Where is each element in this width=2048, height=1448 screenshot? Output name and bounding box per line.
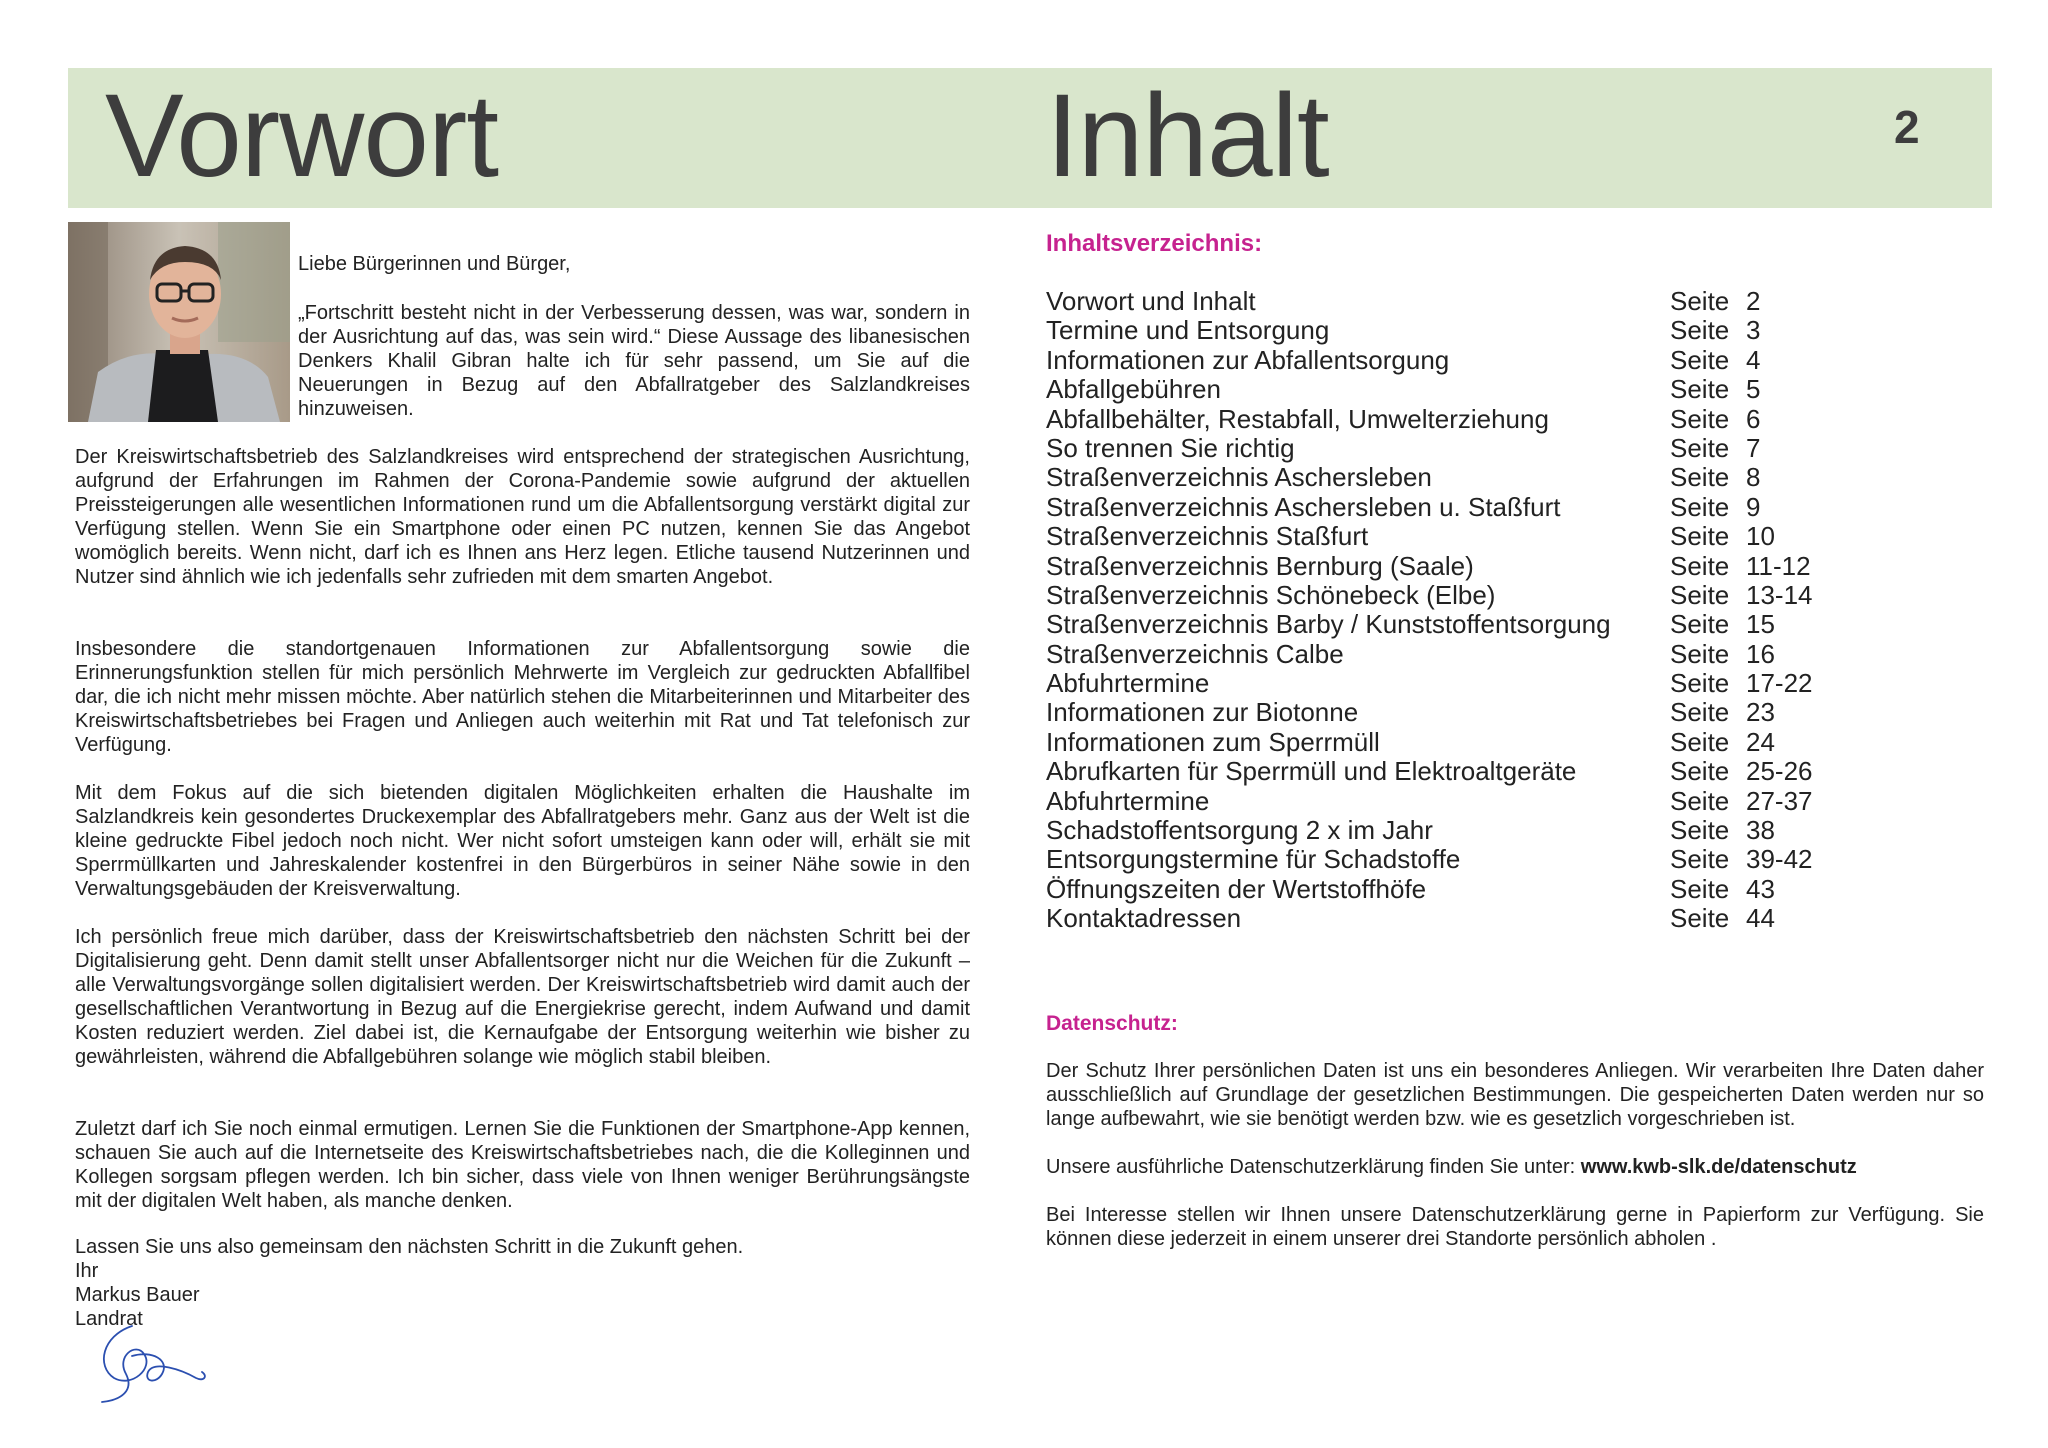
toc-page-number: 8	[1746, 462, 1761, 493]
toc-page-number: 23	[1746, 697, 1775, 728]
toc-entry	[1046, 404, 1846, 433]
toc-entry-title: Straßenverzeichnis Aschersleben	[1046, 462, 1432, 493]
toc-entry	[1046, 609, 1846, 638]
toc-entry-title: So trennen Sie richtig	[1046, 432, 1295, 463]
toc-page-number: 27-37	[1746, 785, 1813, 816]
author-role: Landrat	[75, 1308, 143, 1330]
page-title-inhalt: Inhalt	[1046, 70, 1329, 202]
toc-seite-label: Seite	[1670, 403, 1730, 434]
foreword-paragraph: Zuletzt darf ich Sie noch einmal ermutigen. Lernen Sie die Funktionen der Smartphone-App kennen, schauen Sie auch auf die Internetseite des Kreiswirtschaftsbetriebes nach, die die Kolleginnen und Kollegen sorgsam pflegen werden. Ich bin sicher, dass viele von Ihnen weniger Berührungsängste mit der digitalen Welt haben, als manche denken.	[75, 1118, 970, 1212]
toc-entry-title: Abrufkarten für Sperrmüll und Elektroaltgeräte	[1046, 756, 1577, 787]
toc-page-number: 7	[1746, 432, 1761, 463]
toc-entry	[1046, 433, 1846, 462]
toc-entry	[1046, 374, 1846, 403]
toc-page-number: 38	[1746, 815, 1775, 846]
toc-page-number: 5	[1746, 374, 1761, 405]
toc-page-number: 9	[1746, 491, 1761, 522]
handwritten-signature	[92, 1316, 212, 1406]
toc-page-number: 25-26	[1746, 756, 1813, 787]
toc-page-number: 3	[1746, 315, 1761, 346]
toc-seite-label: Seite	[1670, 286, 1730, 316]
toc-heading: Inhaltsverzeichnis:	[1046, 230, 1263, 257]
datenschutz-heading: Datenschutz:	[1046, 1012, 1178, 1035]
toc-seite-label: Seite	[1670, 785, 1730, 816]
toc-entry	[1046, 786, 1846, 815]
toc-entry-title: Straßenverzeichnis Aschersleben u. Staßfurt	[1046, 491, 1561, 522]
toc-page-number: 43	[1746, 873, 1775, 904]
datenschutz-link-intro: Unsere ausführliche Datenschutzerklärung finden Sie unter:	[1046, 1156, 1576, 1178]
datenschutz-link[interactable]: www.kwb-slk.de/datenschutz	[1580, 1156, 1857, 1178]
page-title-vorwort: Vorwort	[105, 70, 499, 202]
toc-entry-title: Abfuhrtermine	[1046, 668, 1210, 699]
datenschutz-link-line	[1046, 1155, 1857, 1179]
foreword-quote: „Fortschritt besteht nicht in der Verbesserung dessen, was war, sondern in der Ausrichtung auf das, was sein wird.“ Diese Aussage des libanesischen Denkers Khalil Gibran halte ich für sehr passend, um Sie auf die Neuerungen in Bezug auf den Abfallratgeber des Salzlandkreises hinzuweisen.	[298, 302, 970, 420]
toc-seite-label: Seite	[1670, 697, 1730, 728]
toc-page-number: 39-42	[1746, 844, 1813, 875]
foreword-greeting: Liebe Bürgerinnen und Bürger,	[298, 253, 571, 275]
toc-entry-title: Straßenverzeichnis Calbe	[1046, 638, 1344, 669]
toc-entry	[1046, 345, 1846, 374]
toc-entry-title: Termine und Entsorgung	[1046, 315, 1330, 346]
foreword-paragraph: Lassen Sie uns also gemeinsam den nächsten Schritt in die Zukunft gehen.	[75, 1236, 744, 1258]
toc-seite-label: Seite	[1670, 521, 1730, 552]
toc-seite-label: Seite	[1670, 668, 1730, 699]
toc-entry	[1046, 668, 1846, 697]
page-number: 2	[1894, 101, 1920, 153]
foreword-paragraph: Mit dem Fokus auf die sich bietenden digitalen Möglichkeiten erhalten die Haushalte im Salzlandkreis kein gesondertes Druckexemplar des Abfallratgebers mehr. Ganz aus der Welt ist die kleine gedruckte Fibel jedoch noch nicht. Wer nicht sofort umsteigen kann oder will, erhält sie mit Sperrmüllkarten und Jahreskalender kostenfrei in den Bürgerbüros in seiner Nähe sowie in den Verwaltungsgebäuden der Kreisverwaltung.	[75, 782, 970, 900]
toc-entry-title: Straßenverzeichnis Schönebeck (Elbe)	[1046, 579, 1496, 610]
foreword-paragraph: Der Kreiswirtschaftsbetrieb des Salzlandkreises wird entsprechend der strategischen Ausrichtung, aufgrund der Erfahrungen im Rahmen der Corona-Pandemie sowie aufgrund der aktuellen Preissteigerungen alle wesentlichen Informationen rund um die Abfallentsorgung verstärkt digital zur Verfügung stellen. Wenn Sie ein Smartphone oder einen PC nutzen, kennen Sie das Angebot womöglich bereits. Wenn nicht, darf ich es Ihnen ans Herz legen. Etliche tausend Nutzerinnen und Nutzer sind ähnlich wie ich jedenfalls sehr zufrieden mit dem smarten Angebot.	[75, 446, 970, 588]
datenschutz-text: Der Schutz Ihrer persönlichen Daten ist uns ein besonderes Anliegen. Wir verarbeiten Ihre Daten daher ausschließlich auf Grundlage der gesetzlichen Bestimmungen. Die gespeicherten Daten werden nur so lange aufbewahrt, wie sie benötigt werden bzw. wie es gesetzlich vorgeschrieben ist.	[1046, 1060, 1984, 1130]
toc-seite-label: Seite	[1670, 638, 1730, 669]
toc-seite-label: Seite	[1670, 579, 1730, 610]
foreword-paragraph: Ich persönlich freue mich darüber, dass der Kreiswirtschaftsbetrieb den nächsten Schritt bei der Digitalisierung geht. Denn damit stellt unser Abfallentsorger nicht nur die Weichen für die Zukunft – alle Verwaltungsvorgänge sollen digitalisiert werden. Der Kreiswirtschaftsbetrieb wird damit auch der gesellschaftlichen Verantwortung in Bezug auf die Energiekrise gerecht, indem Aufwand und damit Kosten reduziert werden. Ziel dabei ist, die Kernaufgabe der Entsorgung weiterhin wie bisher zu gewährleisten, während die Abfallgebühren solange wie möglich stabil bleiben.	[75, 926, 970, 1068]
toc-entry-title: Straßenverzeichnis Staßfurt	[1046, 521, 1369, 552]
toc-entry	[1046, 815, 1846, 844]
toc-seite-label: Seite	[1670, 844, 1730, 875]
toc-entry-title: Straßenverzeichnis Bernburg (Saale)	[1046, 550, 1474, 581]
toc-page-number: 13-14	[1746, 579, 1813, 610]
toc-page-number: 2	[1746, 286, 1761, 316]
toc-entry-title: Straßenverzeichnis Barby / Kunststoffentsorgung	[1046, 609, 1611, 640]
toc-entry	[1046, 521, 1846, 550]
toc-page-number: 17-22	[1746, 668, 1813, 699]
toc-page-number: 15	[1746, 609, 1775, 640]
toc-entry	[1046, 286, 1846, 315]
toc-entry	[1046, 315, 1846, 344]
portrait-photo	[68, 222, 290, 422]
toc-entry-title: Informationen zur Biotonne	[1046, 697, 1359, 728]
toc-entry-title: Abfuhrtermine	[1046, 785, 1210, 816]
toc-seite-label: Seite	[1670, 462, 1730, 493]
toc-seite-label: Seite	[1670, 815, 1730, 846]
toc-entry-title: Vorwort und Inhalt	[1046, 286, 1256, 316]
toc-entry-title: Abfallgebühren	[1046, 374, 1221, 405]
toc-entry	[1046, 844, 1846, 873]
toc-entry	[1046, 756, 1846, 785]
toc-page-number: 24	[1746, 726, 1775, 757]
toc-seite-label: Seite	[1670, 344, 1730, 375]
toc-seite-label: Seite	[1670, 374, 1730, 405]
toc-seite-label: Seite	[1670, 550, 1730, 581]
toc-entry	[1046, 551, 1846, 580]
toc-seite-label: Seite	[1670, 491, 1730, 522]
toc-seite-label: Seite	[1670, 756, 1730, 787]
toc-seite-label: Seite	[1670, 873, 1730, 904]
toc-entry	[1046, 727, 1846, 756]
toc-seite-label: Seite	[1670, 432, 1730, 463]
toc-entry	[1046, 903, 1846, 932]
toc-entry-title: Informationen zum Sperrmüll	[1046, 726, 1380, 757]
toc-entry-title: Abfallbehälter, Restabfall, Umwelterziehung	[1046, 403, 1549, 434]
toc-page-number: 4	[1746, 344, 1761, 375]
toc-seite-label: Seite	[1670, 903, 1730, 934]
toc-entry-title: Informationen zur Abfallentsorgung	[1046, 344, 1450, 375]
toc-entry	[1046, 462, 1846, 491]
toc-seite-label: Seite	[1670, 315, 1730, 346]
toc-entry	[1046, 874, 1846, 903]
toc-list	[1046, 286, 1846, 933]
datenschutz-text: Bei Interesse stellen wir Ihnen unsere Datenschutzerklärung gerne in Papierform zur Verfügung. Sie können diese jederzeit in einem unserer drei Standorte persönlich abholen .	[1046, 1204, 1984, 1250]
toc-page-number: 44	[1746, 903, 1775, 934]
toc-entry-title: Öffnungszeiten der Wertstoffhöfe	[1046, 873, 1427, 904]
toc-entry	[1046, 697, 1846, 726]
toc-seite-label: Seite	[1670, 726, 1730, 757]
toc-page-number: 11-12	[1746, 550, 1811, 581]
toc-page-number: 16	[1746, 638, 1775, 669]
toc-page-number: 6	[1746, 403, 1761, 434]
closing-line: Ihr	[75, 1260, 99, 1282]
toc-entry-title: Schadstoffentsorgung 2 x im Jahr	[1046, 815, 1433, 846]
author-name: Markus Bauer	[75, 1284, 200, 1306]
toc-entry	[1046, 580, 1846, 609]
toc-page-number: 10	[1746, 521, 1775, 552]
toc-entry-title: Entsorgungstermine für Schadstoffe	[1046, 844, 1461, 875]
foreword-paragraph: Insbesondere die standortgenauen Informationen zur Abfallentsorgung sowie die Erinnerungsfunktion stellen für mich persönlich Mehrwerte im Vergleich zur gedruckten Abfallfibel dar, die ich nicht mehr missen möchte. Aber natürlich stehen die Mitarbeiterinnen und Mitarbeiter des Kreiswirtschaftsbetriebes bei Fragen und Anliegen auch weiterhin mit Rat und Tat telefonisch zur Verfügung.	[75, 638, 970, 756]
toc-seite-label: Seite	[1670, 609, 1730, 640]
toc-entry	[1046, 639, 1846, 668]
toc-entry-title: Kontaktadressen	[1046, 903, 1242, 934]
toc-entry	[1046, 492, 1846, 521]
